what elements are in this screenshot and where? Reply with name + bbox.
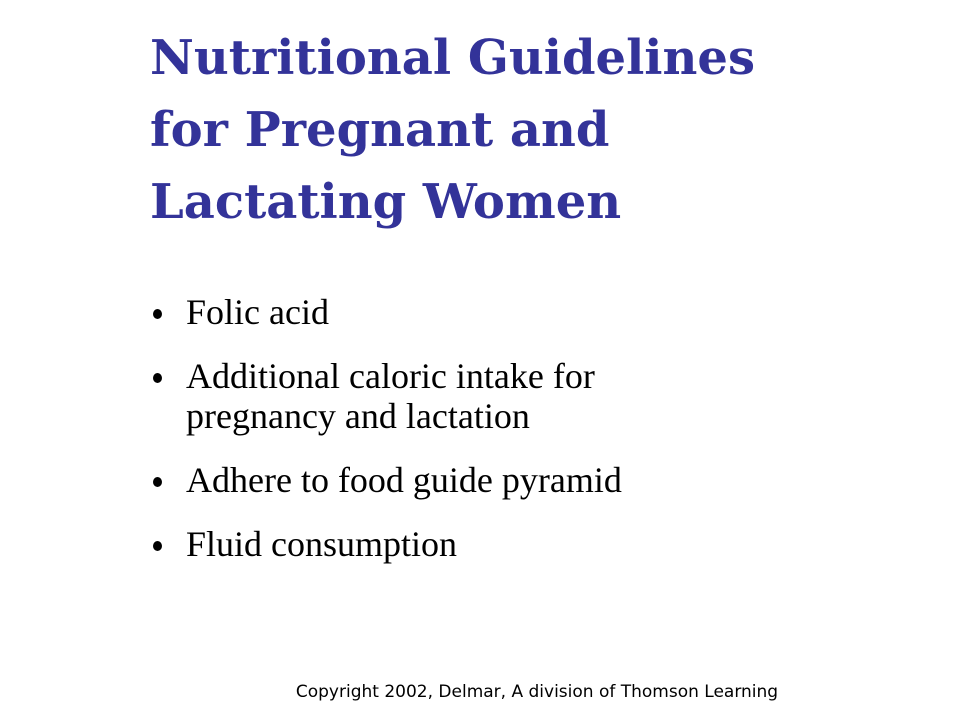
bullet-item-food-guide-pyramid (150, 460, 870, 500)
bullet-dot-icon (153, 373, 162, 383)
bullet-line: pregnancy and lactation (186, 396, 530, 436)
bullet-text (186, 356, 870, 436)
bullet-text (186, 460, 870, 500)
bullet-dot-icon (153, 477, 162, 487)
slide-title-line: Nutritional Guidelines (150, 30, 755, 86)
bullet-item-caloric-intake (150, 356, 870, 436)
slide-title (150, 22, 910, 238)
copyright-footer: Copyright 2002, Delmar, A division of Thomson Learning (295, 682, 779, 702)
bullet-line: Fluid consumption (186, 524, 458, 564)
bullet-list (150, 292, 870, 588)
bullet-line: Folic acid (186, 292, 329, 332)
bullet-text (186, 524, 870, 564)
bullet-dot-icon (153, 541, 162, 551)
bullet-item-folic-acid (150, 292, 870, 332)
slide-title-line: Lactating Women (150, 174, 622, 230)
bullet-line: Additional caloric intake for (186, 356, 595, 396)
slide-title-line: for Pregnant and (150, 102, 610, 158)
bullet-text (186, 292, 870, 332)
bullet-dot-icon (153, 309, 162, 319)
bullet-item-fluid-consumption (150, 524, 870, 564)
bullet-line: Adhere to food guide pyramid (186, 460, 622, 500)
